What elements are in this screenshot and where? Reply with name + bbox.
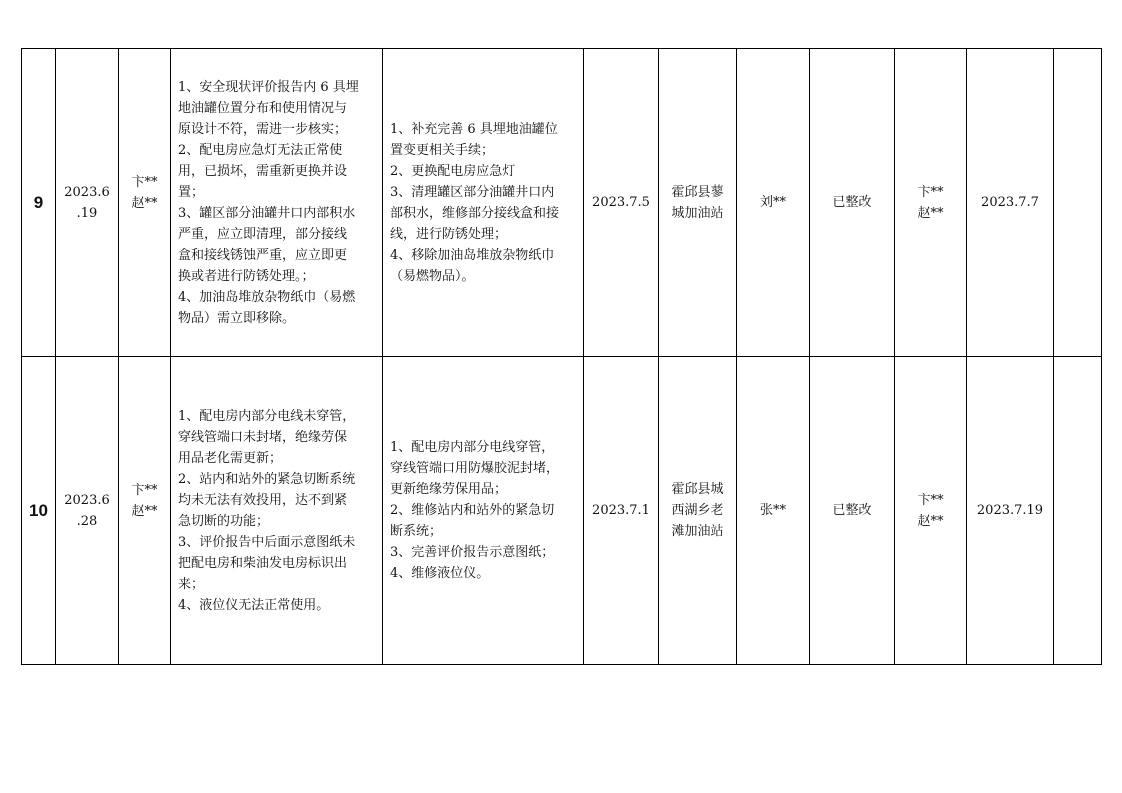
remark [1054, 357, 1102, 665]
table-row [22, 357, 1102, 665]
inspectors-cell [119, 49, 171, 357]
row-number: 9 [22, 49, 56, 357]
unit-name: 霍邱县蓼 城加油站 [671, 184, 724, 221]
unit-cell [659, 49, 737, 357]
unit-cell [659, 357, 737, 665]
row-number: 10 [22, 357, 56, 665]
deadline: 2023.7.1 [584, 357, 659, 665]
inspection-date-cell [56, 49, 119, 357]
responsible-person: 张** [737, 357, 810, 665]
inspection-date: 2023.6 .19 [64, 184, 110, 221]
table-row [22, 49, 1102, 357]
inspectors: 卞** 赵** [131, 174, 158, 211]
reviewers-cell [895, 49, 967, 357]
rectification-measures: 1、补充完善 6 具埋地油罐位 置变更相关手续； 2、更换配电房应急灯 3、清理罐区部分油罐井口内 部积水，维修部分接线盒和接 线，进行防锈处理； 4、移除加油岛堆放杂物纸巾 （易燃物品）。 [383, 49, 584, 357]
problem-description: 1、安全现状评价报告内 6 具埋 地油罐位置分布和使用情况与 原设计不符，需进一步核实； 2、配电房应急灯无法正常使 用，已损坏，需重新更换并设 置； 3、罐区部分油罐井口内部积水 严重，应立即清理，部分接线 盒和接线锈蚀严重，应立即更 换或者进行防锈处理。； 4、加油岛堆放杂物纸巾（易燃 物品）需立即移除。 [171, 49, 383, 357]
inspectors: 卞** 赵** [131, 482, 158, 519]
responsible-person: 刘** [737, 49, 810, 357]
inspection-date-cell [56, 357, 119, 665]
rectification-status: 已整改 [810, 49, 895, 357]
reviewers-cell [895, 357, 967, 665]
deadline: 2023.7.5 [584, 49, 659, 357]
review-date: 2023.7.7 [967, 49, 1054, 357]
inspectors-cell [119, 357, 171, 665]
reviewers: 卞** 赵** [917, 492, 944, 529]
reviewers: 卞** 赵** [917, 184, 944, 221]
review-date: 2023.7.19 [967, 357, 1054, 665]
remark [1054, 49, 1102, 357]
rectification-status: 已整改 [810, 357, 895, 665]
problem-description: 1、配电房内部分电线未穿管， 穿线管端口未封堵，绝缘劳保 用品老化需更新； 2、站内和站外的紧急切断系统 均未无法有效投用，达不到紧 急切断的功能； 3、评价报告中后面示意图纸未 把配电房和柴油发电房标识出 来； 4、液位仪无法正常使用。 [171, 357, 383, 665]
rectification-table [21, 48, 1102, 665]
rectification-measures: 1、配电房内部分电线穿管， 穿线管端口用防爆胶泥封堵， 更新绝缘劳保用品； 2、维修站内和站外的紧急切 断系统； 3、完善评价报告示意图纸； 4、维修液位仪。 [383, 357, 584, 665]
unit-name: 霍邱县城 西湖乡老 滩加油站 [671, 482, 724, 539]
inspection-date: 2023.6 .28 [64, 492, 110, 529]
